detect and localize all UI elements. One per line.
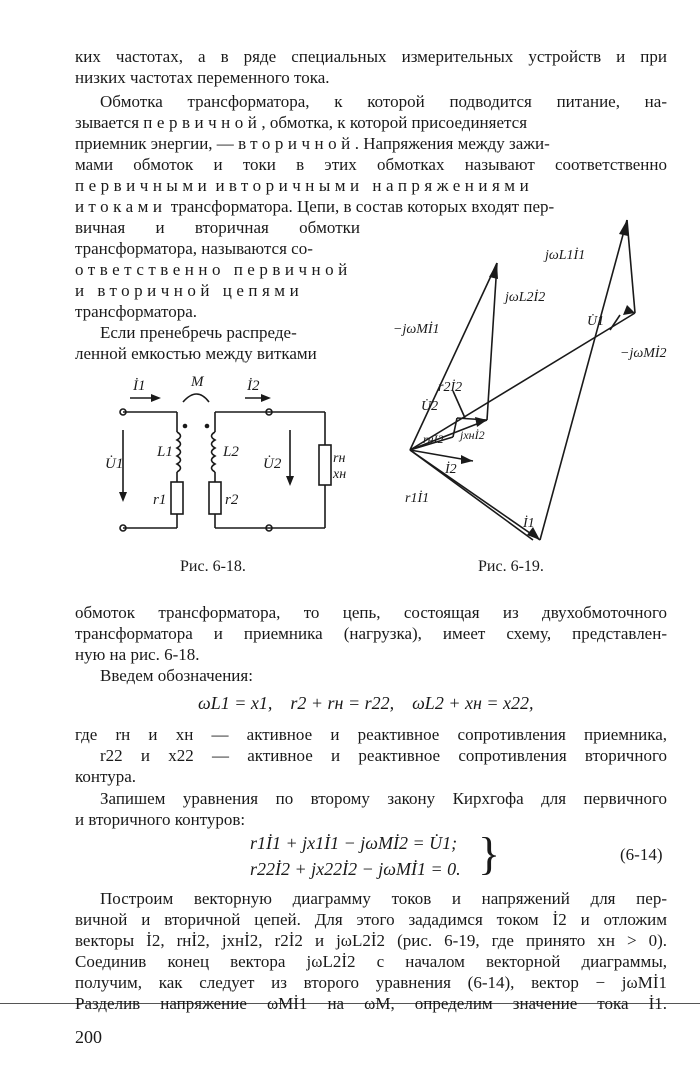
label-jwL1I1: jωL1İ1 (545, 248, 586, 263)
text-line: трансформатора. (75, 302, 198, 321)
label-L2: L2 (223, 444, 239, 460)
resistor-r1 (171, 482, 183, 514)
spaced-term: токами (88, 197, 167, 216)
leader-line (453, 391, 465, 418)
text-line: и вторичного контуров: (75, 810, 246, 829)
text-line: ких частотах, а в ряде специальных измерительных устройств и при (75, 47, 667, 66)
text-line: вичная и вторичная обмотки (75, 218, 360, 237)
mutual-arc (183, 394, 209, 402)
equation-2: r22İ2 + jx22İ2 − jωMİ1 = 0. (250, 859, 461, 879)
label-U2: U̇2 (263, 456, 282, 472)
label-jwMI2: −jωMİ2 (620, 346, 667, 361)
label-L1: L1 (157, 444, 173, 460)
text-line: r22 и x22 — активное и реактивное сопротивления вторичного (100, 746, 667, 765)
vector-jwMI2 (627, 220, 635, 313)
spaced-term: вторичными напряжениями (228, 176, 534, 195)
text-line: низких частотах переменного тока. (75, 68, 330, 87)
label-jwL2I2: jωL2İ2 (505, 290, 546, 305)
primary-coil (177, 432, 181, 472)
text-line: Если пренебречь распреде- (100, 323, 297, 342)
text-line (75, 113, 527, 133)
text-line (75, 176, 533, 196)
equation-definitions: ωL1 = x1, r2 + rн = r22, ωL2 + xн = x22, (198, 693, 534, 713)
text-line: Разделив напряжение ωMİ1 на ωM, определим значение тока İ1. (75, 994, 667, 1013)
spaced-term: первичными (75, 176, 212, 195)
text-line: Запишем уравнения по второму закону Кирхгофа для первичного (100, 789, 667, 808)
text-line: Обмотка трансформатора, к которой подводится питание, на- (100, 92, 667, 111)
text-span: и (75, 197, 89, 216)
text-line: Построим векторную диаграмму токов и напряжений для пер- (100, 889, 667, 908)
caption-fig-6-18: Рис. 6-18. (180, 558, 246, 575)
label-I1: İ1 (523, 516, 535, 531)
vector-jwL1I1 (540, 220, 627, 540)
polarity-dot (205, 424, 210, 429)
arrowhead (461, 455, 473, 464)
arrowhead (475, 417, 487, 427)
polarity-dot (183, 424, 188, 429)
label-U1: U̇1 (105, 456, 124, 472)
arrowhead (119, 492, 127, 502)
resistor-r2 (209, 482, 221, 514)
label-rn: rн (333, 451, 346, 466)
text-span: приемник энергии, — (75, 134, 239, 153)
text-line: трансформатора, называются со- (75, 239, 313, 258)
label-r1: r1 (153, 492, 167, 508)
text-span: . Напряжения между зажи- (354, 134, 550, 153)
text-line: мами обмоток и токи в этих обмотках называют соответственно (75, 155, 667, 174)
caption-fig-6-19: Рис. 6-19. (478, 558, 544, 575)
text-line: вичной и вторичной цепей. Для этого зададимся током İ2 и отложим (75, 910, 667, 929)
text-line: получим, как следует из второго уравнения (6-14), вектор − jωMİ1 (75, 973, 667, 992)
figure-6-18-circuit (105, 370, 355, 545)
text-span: , обмотка, к которой присоединяется (261, 113, 528, 132)
text-line: обмоток трансформатора, то цепь, состоящая из двухобмоточного (75, 603, 667, 622)
text-span: и (211, 176, 229, 195)
arrowhead (619, 220, 628, 236)
secondary-coil (212, 432, 216, 472)
label-jwMI1: −jωMİ1 (393, 322, 440, 337)
text-span: зывается (75, 113, 144, 132)
text-line: где rн и xн — активное и реактивное сопротивления приемника, (75, 725, 667, 744)
label-r2: r2 (225, 492, 239, 508)
text-span: трансформатора. Цепи, в состав которых входят пер- (166, 197, 555, 216)
text-line: ную на рис. 6-18. (75, 645, 200, 664)
text-line: векторы İ2, rнİ2, jxнİ2, r2İ2 и jωL2İ2 (рис. 6-19, где принято xн > 0). (75, 931, 667, 950)
equation-number: (6-14) (620, 845, 663, 864)
label-xn: xн (333, 467, 347, 482)
text-line: трансформатора и приемника (нагрузка), имеет схему, представлен- (75, 624, 667, 643)
label-r2I2: r2İ2 (438, 380, 463, 395)
text-line: ответственно первичной (75, 260, 352, 279)
spaced-term: вторичной (238, 134, 355, 153)
arrowhead (151, 394, 161, 402)
vector-jxnI2 (453, 418, 457, 437)
label-rnI2: rнİ2 (423, 432, 444, 446)
text-line: ленной емкостью между витками (75, 344, 317, 363)
equation-1: r1İ1 + jx1İ1 − jωMİ2 = U̇1; (250, 833, 458, 853)
load-impedance (319, 445, 331, 485)
label-r1I1: r1İ1 (405, 491, 430, 506)
vector-jwL2I2 (487, 263, 497, 420)
text-line: и вторичной цепями (75, 281, 304, 300)
arrowhead (489, 263, 498, 279)
text-line (75, 134, 550, 154)
figure-6-19-vector-diagram (365, 205, 685, 555)
text-line: Введем обозначения: (100, 666, 253, 685)
label-I2: İ2 (247, 378, 260, 394)
label-M: M (191, 374, 204, 390)
text-line: контура. (75, 767, 136, 786)
text-line: Соединив конец вектора jωL2İ2 с началом векторной диаграммы, (75, 952, 667, 971)
equation-brace: } (478, 828, 501, 879)
label-I1: İ1 (133, 378, 146, 394)
page-number: 200 (75, 1027, 102, 1047)
label-U2: U̇2 (421, 399, 439, 414)
arrowhead (261, 394, 271, 402)
arrowhead (286, 476, 294, 486)
label-jxnI2: jxнİ2 (460, 428, 485, 442)
spaced-term: первичной (143, 113, 262, 132)
label-I2: İ2 (445, 462, 457, 477)
label-U1: U̇1 (587, 314, 605, 329)
